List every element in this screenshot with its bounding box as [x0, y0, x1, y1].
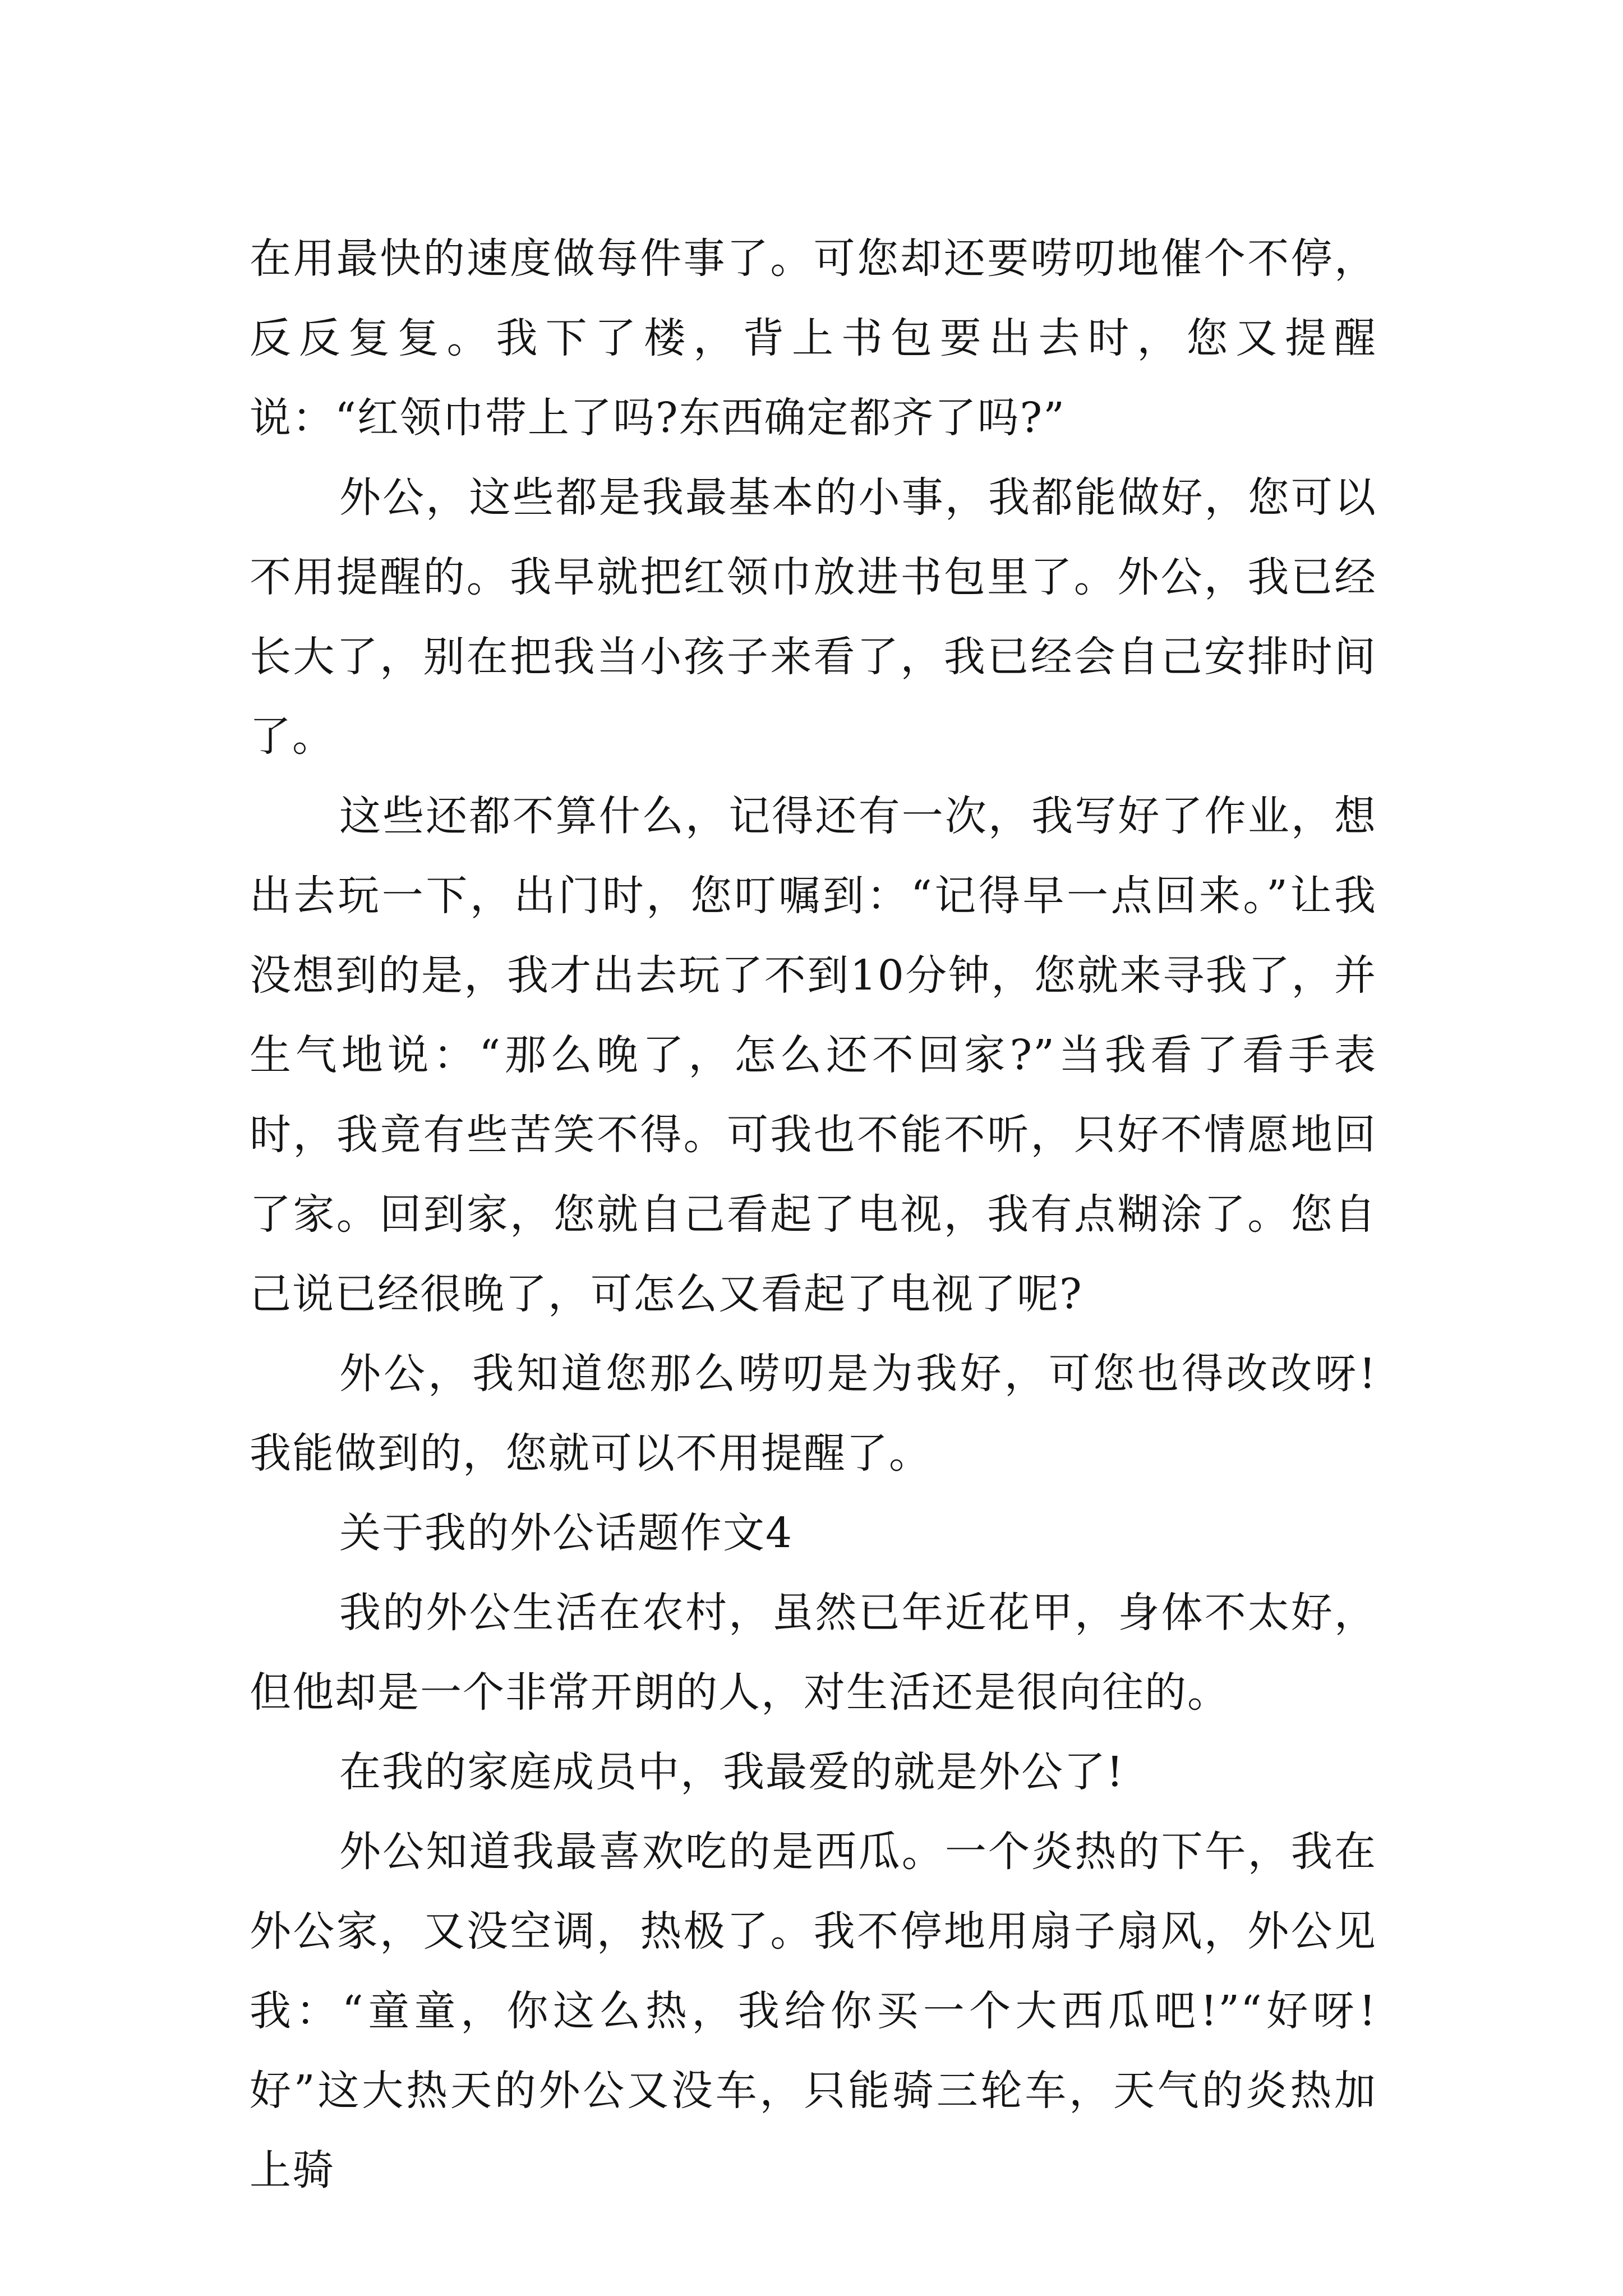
paragraph-5: 我的外公生活在农村，虽然已年近花甲，身体不太好，但他却是一个非常开朗的人，对生活还是很向往的。	[250, 1589, 1377, 1717]
paragraph-3: 这些还都不算什么，记得还有一次，我写好了作业，想出去玩一下，出门时，您叮嘱到：“记得早一点回来。”让我没想到的是，我才出去玩了不到10分钟，您就来寻我了，并生气地说：“那么晚了，怎么还不回家?”当我看了看手表时，我竟有些苦笑不得。可我也不能不听，只好不情愿地回了家。回到家，您就自己看起了电视，我有点糊涂了。您自己说已经很晚了，可怎么又看起了电视了呢?	[250, 792, 1377, 1318]
section-heading: 关于我的外公话题作文4	[339, 1509, 794, 1557]
paragraph-6: 在我的家庭成员中，我最爱的就是外公了!	[339, 1748, 1124, 1796]
paragraph-7: 外公知道我最喜欢吃的是西瓜。一个炎热的下午，我在外公家，又没空调，热极了。我不停地用扇子扇风，外公见我：“童童，你这么热，我给你买一个大西瓜吧!”“好呀!好”这大热天的外公又没车，只能骑三轮车，天气的炎热加上骑	[250, 1828, 1377, 2194]
paragraph-1: 在用最快的速度做每件事了。可您却还要唠叨地催个不停，反反复复。我下了楼，背上书包要出去时，您又提醒说：“红领巾带上了吗?东西确定都齐了吗?”	[250, 234, 1377, 442]
document-body	[250, 219, 1377, 2210]
paragraph-4: 外公，我知道您那么唠叨是为我好，可您也得改改呀!我能做到的，您就可以不用提醒了。	[250, 1350, 1377, 1478]
paragraph-2: 外公，这些都是我最基本的小事，我都能做好，您可以不用提醒的。我早就把红领巾放进书包里了。外公，我已经长大了，别在把我当小孩子来看了，我已经会自己安排时间了。	[250, 473, 1377, 761]
